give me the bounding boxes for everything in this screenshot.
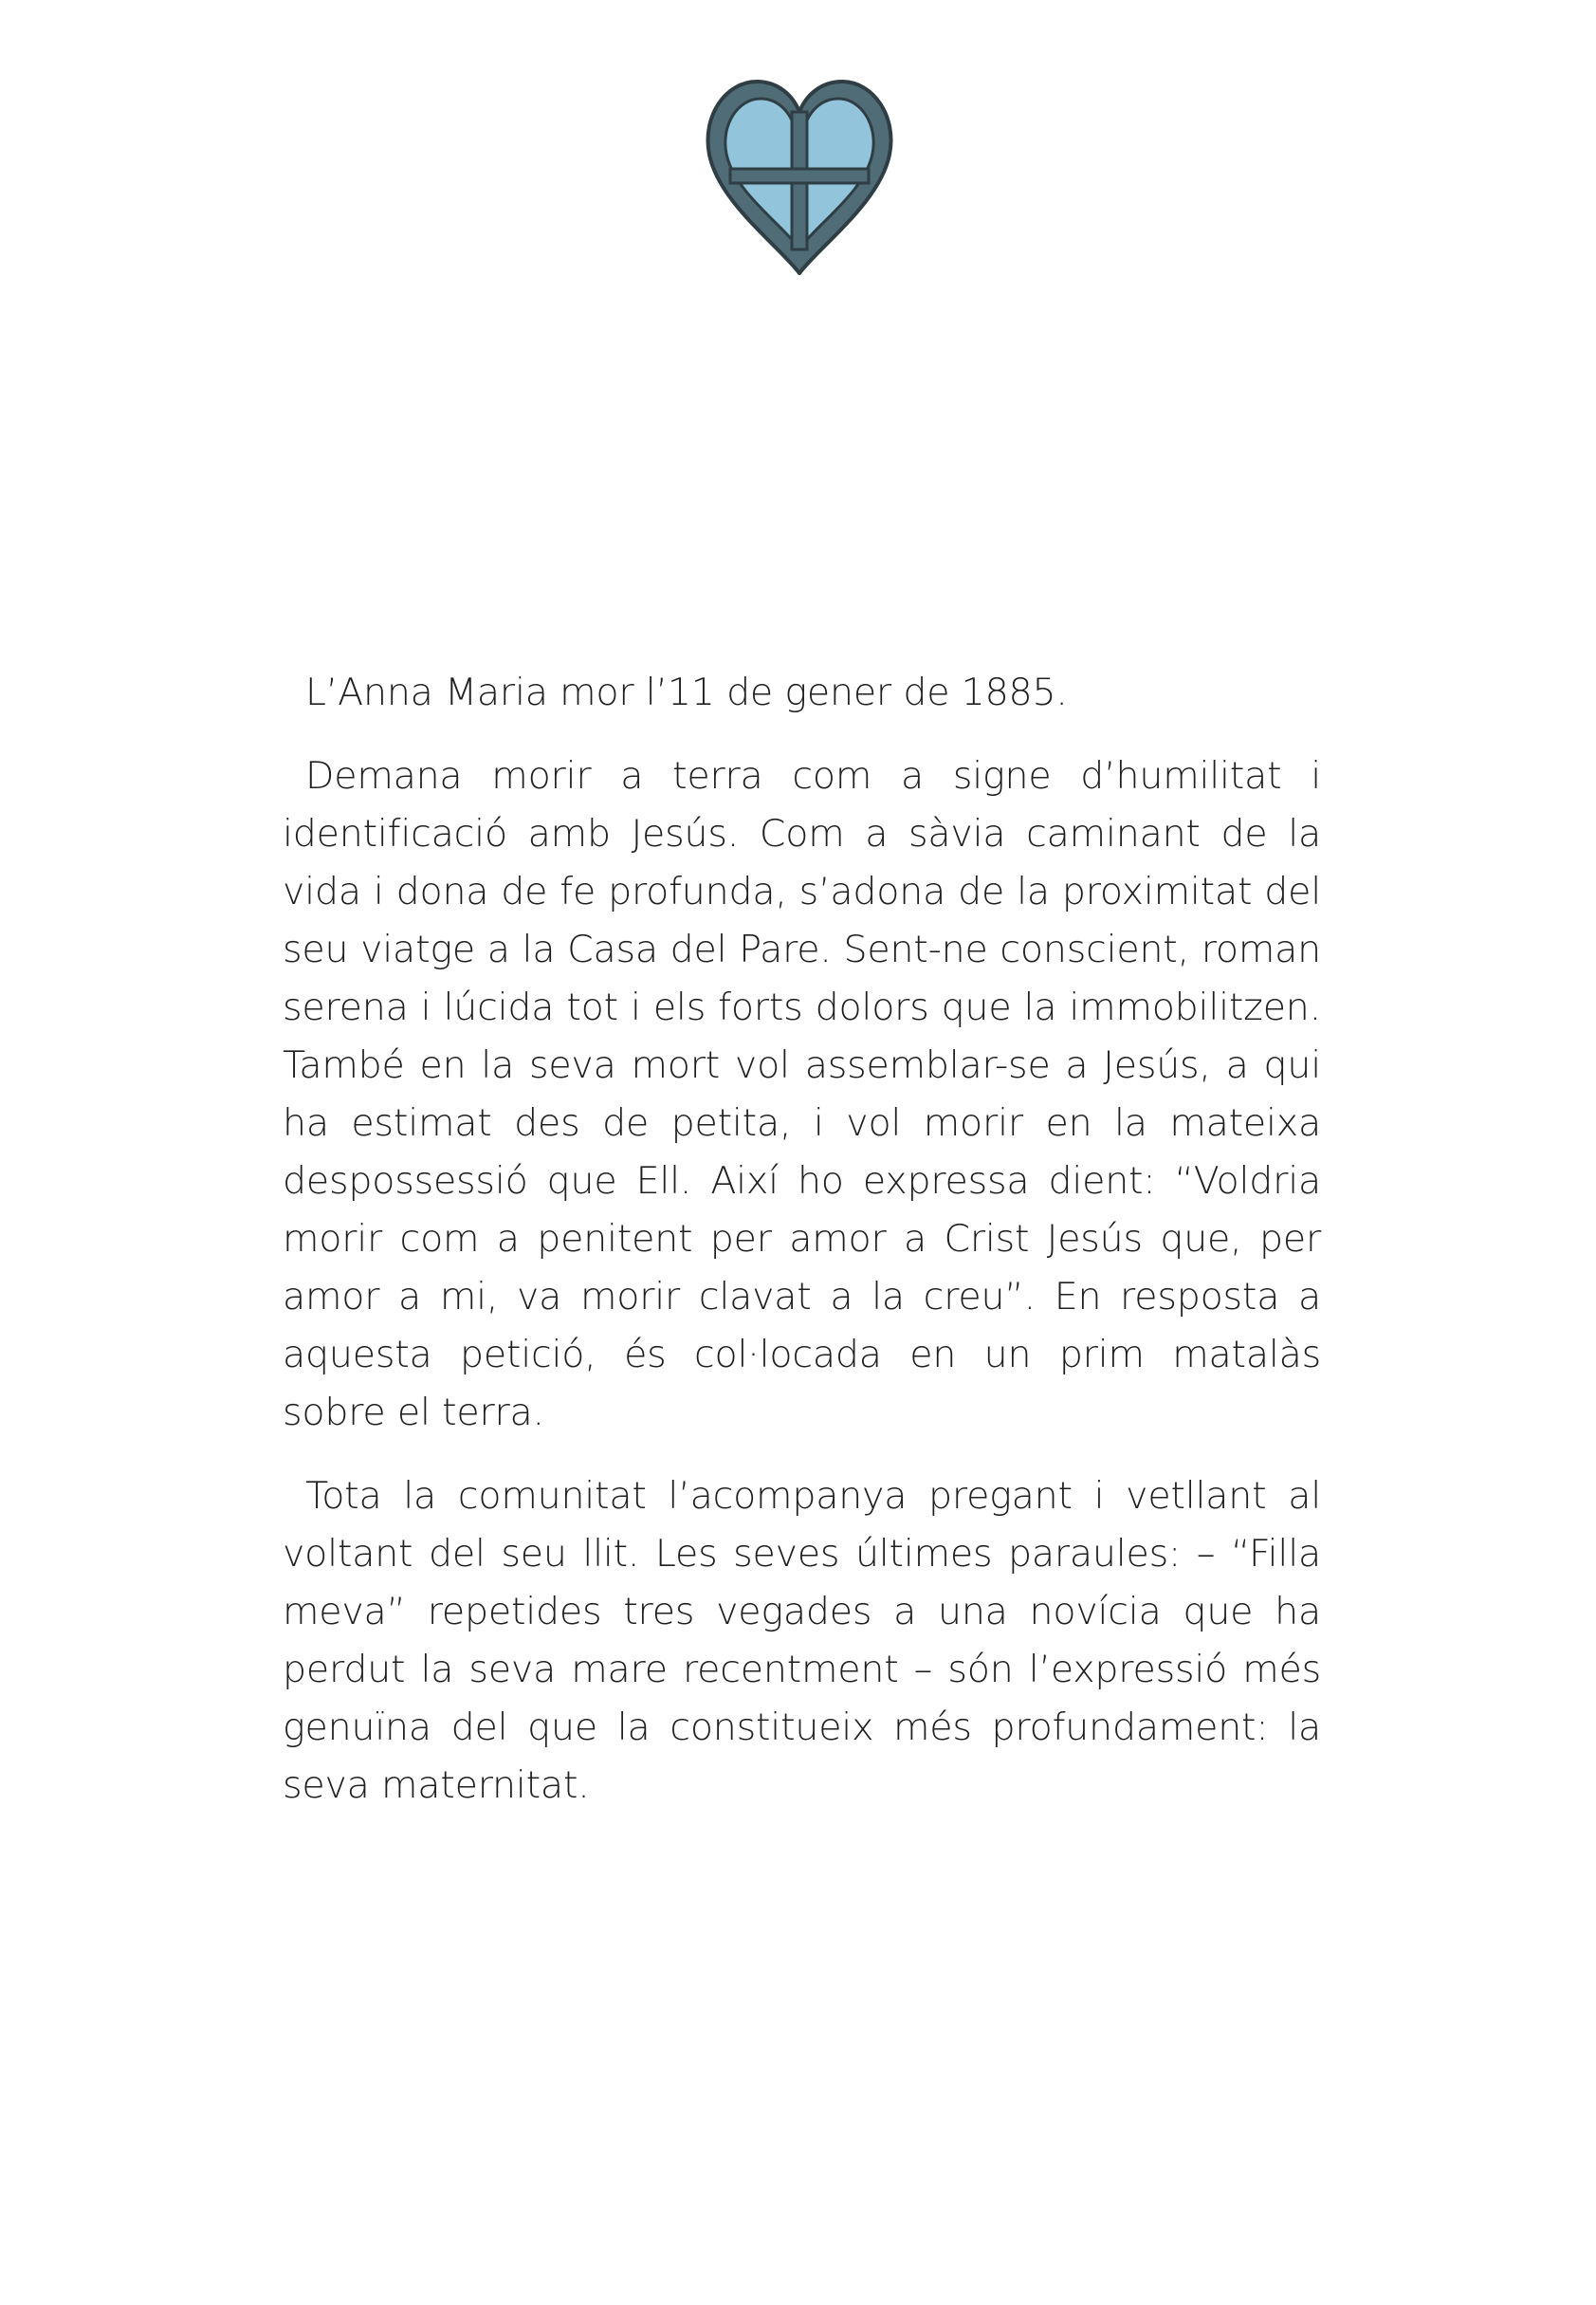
paragraph: L’Anna Maria mor l’11 de gener de 1885. (305, 671, 1068, 714)
heart-mullion-horizontal (730, 169, 869, 183)
heart-shaped-window-icon (702, 74, 897, 277)
paragraph: Tota la comunitat l’acompanya pregant i vetllant al voltant del seu llit. Les seves últimes paraules: – “Filla meva” repetides tres vegades a una novícia que ha perdut la seva mare recentment – són l’expressió més genuïna del que la constitueix més profundament: la seva maternitat. (283, 1474, 1321, 1807)
paragraph: Demana morir a terra com a signe d’humilitat i identificació amb Jesús. Com a sàvia caminant de la vida i dona de fe profunda, s’adona de la proximitat del seu viatge a la Casa del Pare. Sent-ne conscient, roman serena i lúcida tot i els forts dolors que la immobilitzen. També en la seva mort vol assemblar-se a Jesús, a qui ha estimat des de petita, i vol morir en la mateixa despossessió que Ell. Així ho expressa dient: “Voldria morir com a penitent per amor a Crist Jesús que, per amor a mi, va morir clavat a la creu”. En resposta a aquesta petició, és col·locada en un prim matalàs sobre el terra. (283, 754, 1321, 1434)
body-text (283, 664, 1321, 1840)
